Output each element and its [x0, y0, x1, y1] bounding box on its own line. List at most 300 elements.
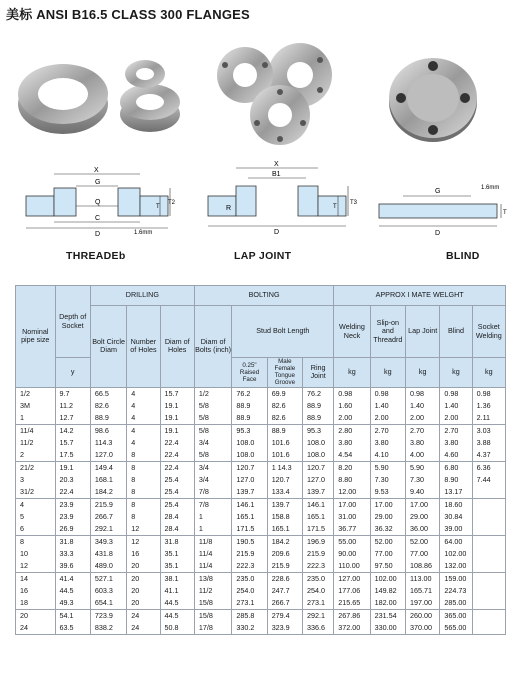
cell-value: 44.5 — [164, 610, 179, 620]
table-cell — [90, 387, 126, 424]
cell-value: 1 14.3 — [271, 462, 292, 472]
cell-value: 4.10 — [374, 449, 389, 459]
table-cell — [440, 609, 472, 634]
cell-value: 285.8 — [236, 610, 255, 620]
cell-value: 120.7 — [307, 462, 326, 472]
cell-value: 4 — [131, 400, 136, 410]
cell-value: 330.00 — [374, 622, 397, 632]
cell-value: 24 — [131, 610, 140, 620]
table-cell — [406, 461, 440, 498]
header-male: Male Female Tongue Groove — [267, 358, 302, 388]
cell-value: 133.4 — [271, 486, 290, 496]
table-cell — [303, 572, 334, 609]
cell-value: 1.36 — [476, 400, 491, 410]
cell-value: 285.00 — [444, 597, 467, 607]
table-cell — [16, 609, 56, 634]
cell-value: 14.2 — [59, 425, 74, 435]
cell-value: 16 — [131, 548, 140, 558]
threaded-flange-drawing — [18, 160, 178, 240]
cell-value: 108.0 — [236, 437, 255, 447]
cell-value: 2 — [20, 449, 24, 459]
table-row-group — [16, 535, 506, 572]
cell-value: 22.4 — [164, 449, 179, 459]
table-cell — [303, 424, 334, 461]
cell-value: 267.86 — [338, 610, 361, 620]
table-cell — [55, 461, 90, 498]
cell-value: 0.98 — [374, 388, 389, 398]
table-cell — [472, 387, 505, 424]
cell-value: 5/8 — [198, 400, 209, 410]
header-welding-neck: Welding Neck — [334, 306, 370, 358]
table-cell — [90, 424, 126, 461]
cell-value: 20 — [131, 560, 140, 570]
cell-value: 102.00 — [444, 548, 467, 558]
table-cell — [90, 535, 126, 572]
cell-value: 64.00 — [444, 536, 463, 546]
table-cell — [55, 387, 90, 424]
cell-value: 2.00 — [410, 412, 425, 422]
cell-value: 171.5 — [307, 523, 326, 533]
label-t: T — [333, 204, 337, 210]
cell-value: 2.11 — [476, 412, 491, 422]
table-cell — [334, 461, 370, 498]
cell-value: 235.0 — [307, 573, 326, 583]
cell-value: 54.1 — [59, 610, 74, 620]
table-cell — [406, 609, 440, 634]
cell-value: 8 — [131, 474, 136, 484]
table-cell — [334, 498, 370, 535]
cell-value: 235.0 — [236, 573, 255, 583]
table-row-group — [16, 424, 506, 461]
cell-value: 5/8 — [198, 425, 209, 435]
cell-value: 4.54 — [338, 449, 353, 459]
cell-value: 149.4 — [94, 462, 113, 472]
cell-value: 372.00 — [338, 622, 361, 632]
label-r: R — [226, 205, 232, 212]
cell-value: 69.9 — [271, 388, 286, 398]
cell-value: 11/2 — [198, 585, 213, 595]
table-cell — [194, 535, 231, 572]
header-raised: 0.25" Raised Face — [232, 358, 267, 388]
cell-value: 114.3 — [94, 437, 113, 447]
cell-value: 4 — [131, 388, 136, 398]
label-t: T — [503, 210, 507, 216]
cell-value: 108.86 — [410, 560, 433, 570]
header-slipon: Slip-on and Threadrd — [370, 306, 405, 358]
cell-value: 52.00 — [374, 536, 393, 546]
cell-value: 39.6 — [59, 560, 74, 570]
label-d: D — [274, 229, 280, 236]
cell-value: 139.7 — [236, 486, 255, 496]
lap-joint-drawing — [198, 160, 358, 240]
cell-value: 3/4 — [198, 437, 209, 447]
table-cell — [406, 387, 440, 424]
cell-value: 209.6 — [271, 548, 290, 558]
cell-value: 215.65 — [338, 597, 361, 607]
table-cell — [55, 535, 90, 572]
cell-value — [477, 523, 505, 535]
cell-value: 323.9 — [271, 622, 290, 632]
table-cell — [370, 461, 405, 498]
cell-value: 101.6 — [271, 437, 290, 447]
cell-value: 13/8 — [198, 573, 213, 583]
cell-value: 222.3 — [236, 560, 255, 570]
table-cell — [194, 387, 231, 424]
cell-value: 165.1 — [307, 511, 326, 521]
cell-value: 2.70 — [374, 425, 389, 435]
cell-value: 108.0 — [307, 449, 326, 459]
cell-value: 25.4 — [164, 474, 179, 484]
table-cell — [127, 609, 160, 634]
table-cell — [55, 572, 90, 609]
cell-value: 8 — [131, 462, 136, 472]
lap-joint-flange-photo — [195, 35, 350, 145]
header-stud: Stud Bolt Length — [232, 306, 334, 358]
table-cell — [406, 535, 440, 572]
cell-value: 24 — [131, 622, 140, 632]
cell-value: 95.3 — [307, 425, 322, 435]
cell-value: 146.1 — [236, 499, 255, 509]
cell-value: 16 — [20, 585, 28, 595]
cell-value: 88.9 — [94, 412, 109, 422]
cell-value: 3M — [20, 400, 30, 410]
cell-value: 23.9 — [59, 511, 74, 521]
table-cell — [160, 387, 194, 424]
cell-value: 1/2 — [20, 388, 30, 398]
table-cell — [334, 387, 370, 424]
cell-value — [477, 560, 505, 572]
cell-value: 108.0 — [307, 437, 326, 447]
table-cell — [370, 609, 405, 634]
cell-value: 12 — [131, 523, 140, 533]
cell-value: 260.00 — [410, 610, 433, 620]
cell-value: 12 — [20, 560, 28, 570]
table-cell — [16, 387, 56, 424]
cell-value: 5 — [20, 511, 24, 521]
cell-value: 127.0 — [236, 474, 255, 484]
threaded-flange-photo — [15, 42, 185, 137]
table-cell — [16, 572, 56, 609]
cell-value: 2.00 — [444, 412, 459, 422]
cell-value: 77.00 — [374, 548, 393, 558]
table-cell — [160, 498, 194, 535]
cell-value: 3.80 — [444, 437, 459, 447]
cell-value: 171.5 — [236, 523, 255, 533]
table-cell — [127, 498, 160, 535]
cell-value: 489.0 — [94, 560, 113, 570]
cell-value: 4.60 — [444, 449, 459, 459]
cell-value: 28.4 — [164, 523, 179, 533]
header-bolt-diam: Diam of Bolts (inch) — [194, 306, 231, 388]
cell-value: 31.8 — [59, 536, 74, 546]
cell-value: 4 — [131, 425, 136, 435]
cell-value: 20 — [20, 610, 28, 620]
cell-value: 215.9 — [307, 548, 326, 558]
caption-lap-joint: LAP JOINT — [234, 250, 292, 262]
cell-value: 165.1 — [236, 511, 255, 521]
table-cell — [440, 498, 472, 535]
cell-value: 165.1 — [271, 523, 290, 533]
cell-value: 13.17 — [444, 486, 463, 496]
cell-value: 6 — [20, 523, 24, 533]
cell-value: 7/8 — [198, 499, 209, 509]
cell-value: 4.37 — [476, 449, 491, 459]
table-body — [16, 387, 506, 634]
label-x: X — [94, 167, 99, 174]
cell-value: 17.00 — [410, 499, 429, 509]
cell-value: 127.00 — [338, 573, 361, 583]
cell-value: 4 — [131, 437, 136, 447]
cell-value: 12 — [131, 536, 140, 546]
cell-value: 132.00 — [444, 560, 467, 570]
table-cell — [334, 609, 370, 634]
table-cell — [160, 609, 194, 634]
cell-value: 9.40 — [410, 486, 425, 496]
cell-value: 6.36 — [476, 462, 491, 472]
cell-value: 101.6 — [271, 449, 290, 459]
cell-value: 19.1 — [59, 462, 74, 472]
cell-value: 158.8 — [271, 511, 290, 521]
table-cell — [303, 535, 334, 572]
cell-value: 44.5 — [164, 597, 179, 607]
table-cell — [472, 498, 505, 535]
cell-value: 44.5 — [59, 585, 74, 595]
cell-value: 18.60 — [444, 499, 463, 509]
table-cell — [406, 572, 440, 609]
cell-value: 76.2 — [307, 388, 322, 398]
label-q: Q — [95, 199, 101, 206]
table-cell — [267, 424, 302, 461]
table-cell — [194, 461, 231, 498]
table-cell — [472, 424, 505, 461]
cell-value: 4.00 — [410, 449, 425, 459]
table-cell — [127, 461, 160, 498]
cell-value: 50.8 — [164, 622, 179, 632]
cell-value: 29.00 — [410, 511, 429, 521]
cell-value: 9.53 — [374, 486, 389, 496]
label-t3: T3 — [350, 200, 358, 206]
table-cell — [303, 387, 334, 424]
cell-value: 11/4 — [198, 548, 213, 558]
label-d: D — [95, 231, 101, 238]
table-cell — [472, 609, 505, 634]
cell-value: 292.1 — [307, 610, 326, 620]
table-cell — [440, 387, 472, 424]
cell-value: 31.00 — [338, 511, 357, 521]
table-cell — [370, 535, 405, 572]
cell-value: 20 — [131, 585, 140, 595]
cell-value: 19.1 — [164, 412, 179, 422]
cell-value: 20.3 — [59, 474, 74, 484]
cell-value: 17/8 — [198, 622, 213, 632]
table-cell — [160, 535, 194, 572]
table-cell — [160, 461, 194, 498]
cell-value: 8.90 — [444, 474, 459, 484]
cell-value: 2.00 — [338, 412, 353, 422]
cell-value: 2.00 — [374, 412, 389, 422]
label-c: C — [95, 215, 101, 222]
table-cell — [90, 498, 126, 535]
table-cell — [303, 461, 334, 498]
cell-value: 1 — [20, 412, 24, 422]
cell-value: 5.90 — [374, 462, 389, 472]
cell-value: 3.80 — [338, 437, 353, 447]
cell-value: 3.03 — [476, 425, 491, 435]
cell-value: 3/4 — [198, 474, 209, 484]
cell-value: 95.3 — [236, 425, 251, 435]
cell-value: 247.7 — [271, 585, 290, 595]
table-cell — [370, 572, 405, 609]
cell-value: 330.2 — [236, 622, 255, 632]
table-cell — [303, 609, 334, 634]
cell-value: 82.6 — [271, 412, 286, 422]
header-ring: Ring Joint — [303, 358, 334, 388]
cell-value: 15.7 — [59, 437, 74, 447]
cell-value: 55.00 — [338, 536, 357, 546]
label-b1: B1 — [272, 171, 281, 178]
table-cell — [194, 498, 231, 535]
cell-value: 1.40 — [444, 400, 459, 410]
cell-value: 254.0 — [236, 585, 255, 595]
cell-value: 31.8 — [164, 536, 179, 546]
cell-value — [477, 597, 505, 609]
header-unit-kg-4: kg — [440, 358, 472, 388]
table-cell — [472, 572, 505, 609]
cell-value: 15/8 — [198, 597, 213, 607]
table-row-group — [16, 572, 506, 609]
label-d: D — [435, 230, 441, 237]
table-cell — [334, 424, 370, 461]
cell-value: 1.60 — [338, 400, 353, 410]
cell-value: 159.00 — [444, 573, 467, 583]
table-cell — [232, 572, 267, 609]
table-cell — [334, 572, 370, 609]
cell-value: 1 — [198, 511, 203, 521]
table-cell — [267, 498, 302, 535]
label-dim: 1.6mm — [481, 185, 500, 191]
cell-value: 273.1 — [236, 597, 255, 607]
cell-value: 8.20 — [338, 462, 353, 472]
cell-value: 36.32 — [374, 523, 393, 533]
table-cell — [267, 387, 302, 424]
cell-value: 11/8 — [198, 536, 213, 546]
cell-value: 63.5 — [59, 622, 74, 632]
cell-value: 11/2 — [20, 437, 34, 447]
cell-value — [477, 486, 505, 498]
cell-value: 113.00 — [410, 573, 432, 583]
table-cell — [232, 535, 267, 572]
table-cell — [127, 387, 160, 424]
cell-value: 1.40 — [410, 400, 425, 410]
cell-value: 215.9 — [271, 560, 290, 570]
table-cell — [160, 424, 194, 461]
cell-value: 3 — [20, 474, 24, 484]
table-cell — [160, 572, 194, 609]
cell-value: 0.98 — [476, 388, 491, 398]
cell-value: 3.80 — [410, 437, 425, 447]
cell-value: 5/8 — [198, 412, 209, 422]
cell-value: 17.00 — [374, 499, 393, 509]
cell-value: 5.90 — [410, 462, 425, 472]
cell-value: 22.4 — [164, 437, 179, 447]
cell-value: 88.9 — [271, 425, 286, 435]
table-cell — [55, 609, 90, 634]
cell-value: 82.6 — [271, 400, 286, 410]
table-cell — [406, 424, 440, 461]
cell-value: 88.9 — [307, 400, 322, 410]
cell-value: 19.1 — [164, 400, 179, 410]
cell-value: 98.6 — [94, 425, 109, 435]
cell-value: 20 — [131, 597, 140, 607]
table-cell — [440, 424, 472, 461]
cell-value: 23.9 — [59, 499, 74, 509]
cell-value: 33.3 — [59, 548, 74, 558]
cell-value: 110.00 — [338, 560, 360, 570]
cell-value: 273.1 — [307, 597, 326, 607]
cell-value: 7/8 — [198, 486, 209, 496]
table-cell — [440, 572, 472, 609]
cell-value: 77.00 — [410, 548, 429, 558]
cell-value: 76.2 — [236, 388, 251, 398]
cell-value: 22.4 — [164, 462, 179, 472]
table-cell — [267, 572, 302, 609]
cell-value: 365.00 — [444, 610, 467, 620]
cell-value: 11/4 — [198, 560, 213, 570]
table-cell — [472, 535, 505, 572]
cell-value: 654.1 — [94, 597, 113, 607]
blind-flange-photo — [385, 50, 485, 145]
blind-drawing — [375, 180, 510, 240]
cell-value: 222.3 — [307, 560, 326, 570]
header-nominal: Nominal pipe size — [16, 286, 56, 388]
cell-value: 165.71 — [410, 585, 433, 595]
cell-value: 1.40 — [374, 400, 389, 410]
cell-value: 565.00 — [444, 622, 467, 632]
cell-value: 8 — [131, 511, 136, 521]
cell-value: 224.73 — [444, 585, 467, 595]
header-blind: Blind — [440, 306, 472, 358]
label-g: G — [435, 188, 441, 195]
cell-value: 82.6 — [94, 400, 109, 410]
cell-value — [477, 511, 505, 523]
cell-value: 838.2 — [94, 622, 113, 632]
cell-value: 4 — [20, 499, 24, 509]
table-cell — [232, 498, 267, 535]
cell-value: 370.00 — [410, 622, 433, 632]
cell-value — [477, 536, 505, 548]
cell-value: 19.1 — [164, 425, 179, 435]
cell-value: 120.7 — [236, 462, 255, 472]
cell-value: 7.30 — [374, 474, 389, 484]
cell-value: 254.0 — [307, 585, 326, 595]
cell-value — [477, 548, 505, 560]
cell-value: 30.84 — [444, 511, 463, 521]
cell-value: 14 — [20, 573, 28, 583]
header-drilling: DRILLING — [90, 286, 194, 306]
label-x: X — [274, 161, 279, 168]
cell-value: 2.70 — [410, 425, 425, 435]
cell-value: 1/2 — [198, 388, 209, 398]
cell-value: 90.00 — [338, 548, 357, 558]
cell-value: 3.88 — [476, 437, 491, 447]
header-unit-y: y — [55, 358, 90, 388]
cell-value: 177.06 — [338, 585, 361, 595]
label-dim: 1.6mm — [134, 230, 153, 236]
cell-value — [477, 622, 505, 634]
cell-value: 52.00 — [410, 536, 429, 546]
table-cell — [16, 498, 56, 535]
cell-value: 38.1 — [164, 573, 179, 583]
